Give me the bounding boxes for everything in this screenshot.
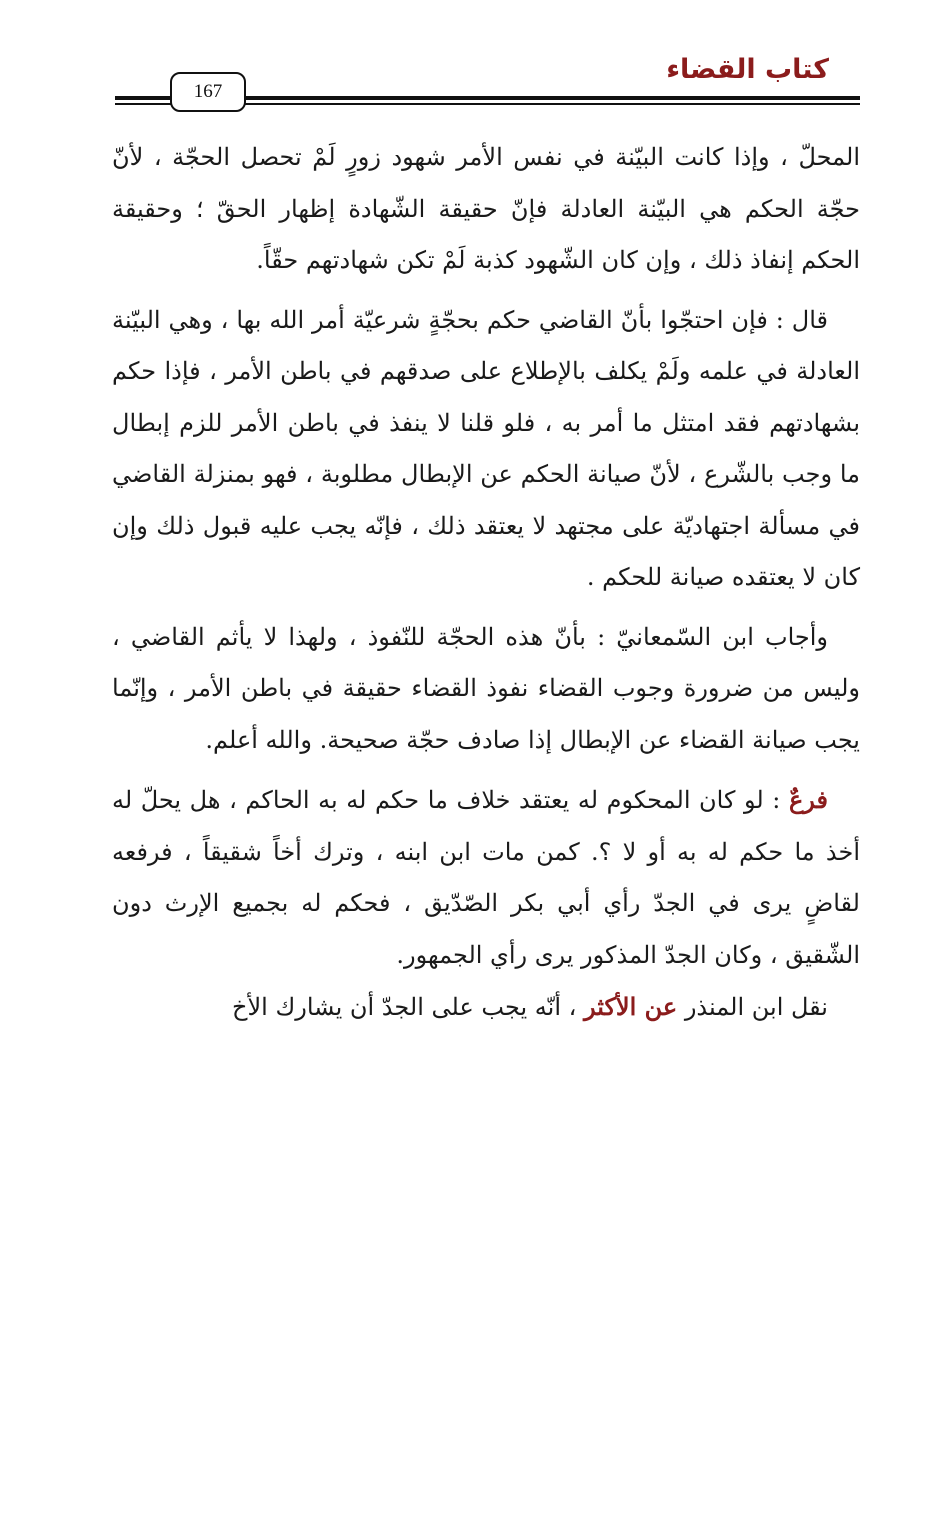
page-number-badge xyxy=(170,72,246,112)
paragraph-5-after: ، أنّه يجب على الجدّ أن يشارك الأخ xyxy=(232,993,584,1021)
paragraph-2: قال : فإن احتجّوا بأنّ القاضي حكم بحجّةٍ شرعيّة أمر الله بها ، وهي البيّنة العادلة في علمه ولَمْ يكلف بالإطلاع على صدقهم في باطن الأمر ، فإذا حكم بشهادتهم فقد امتثل ما أمر به ، فلو قلنا لا ينفذ في باطن الأمر للزم إبطال ما وجب بالشّرع ، لأنّ صيانة الحكم عن الإبطال مطلوبة ، فهو بمنزلة القاضي في مسألة اجتهاديّة على مجتهد لا يعتقد ذلك ، فإنّه يجب عليه قبول ذلك وإن كان لا يعتقده صيانة للحكم . xyxy=(112,305,861,591)
page-body xyxy=(112,132,860,1034)
section-lead-far: فرعٌ xyxy=(788,785,828,814)
paragraph-3: وأجاب ابن السّمعانيّ : بأنّ هذه الحجّة للنّفوذ ، ولهذا لا يأثم القاضي ، وليس من ضرورة وجوب القضاء نفوذ القضاء حقيقة في باطن الأمر ، وإنّما يجب صيانة القضاء عن الإبطال إذا صادف حجّة صحيحة. والله أعلم. xyxy=(112,622,860,754)
book-title: كتاب القضاء xyxy=(666,54,829,85)
paragraph-1: المحلّ ، وإذا كانت البيّنة في نفس الأمر شهود زورٍ لَمْ تحصل الحجّة ، لأنّ حجّة الحكم هي البيّنة العادلة فإنّ حقيقة الشّهادة إظهار الحقّ ؛ وحقيقة الحكم إنفاذ ذلك ، وإن كان الشّهود كذبة لَمْ تكن شهادتهم حقّاً. xyxy=(112,143,860,274)
paragraph-4-text: : لو كان المحكوم له يعتقد خلاف ما حكم له به الحاكم ، هل يحلّ له أخذ ما حكم له به أو لا ؟. كمن مات ابن ابنه ، وترك أخاً شقيقاً ، فرفعه لقاضٍ يرى في الجدّ رأي أبي بكر الصّدّيق ، فحكم له بجميع الإرث دون الشّقيق ، وكان الجدّ المذكور يرى رأي الجمهور. xyxy=(112,786,860,969)
paragraph-5 xyxy=(112,981,860,1034)
page-number: 167 xyxy=(193,81,223,102)
paragraph-5-before: نقل ابن المنذر xyxy=(677,993,828,1021)
emphasis-an-al-akthar: عن الأكثر xyxy=(583,992,678,1021)
paragraph-4 xyxy=(112,774,860,981)
